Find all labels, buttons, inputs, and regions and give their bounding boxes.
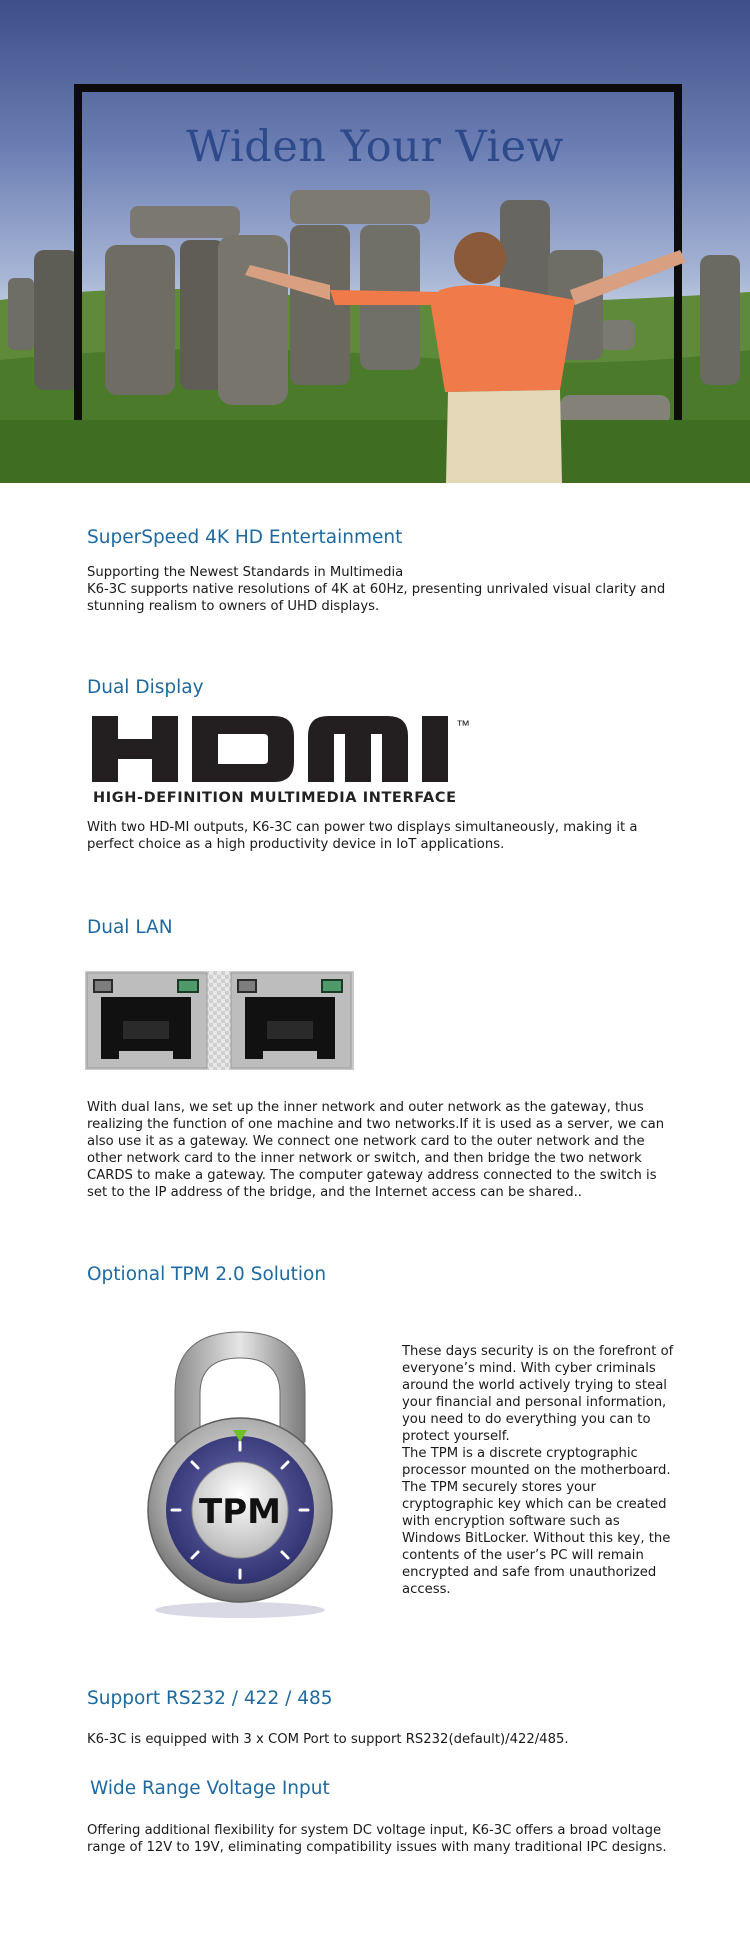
hero-illustration	[0, 0, 750, 483]
text-line: Windows BitLocker. Without this key, the	[402, 1531, 671, 1546]
hdmi-wordmark: HDMI	[88, 712, 91, 713]
text-line: processor mounted on the motherboard.	[402, 1463, 671, 1478]
text-line: Offering additional flexibility for system DC voltage input, K6-3C offers a broad voltage	[87, 1823, 662, 1838]
section-text-voltage	[87, 1822, 687, 1856]
text-line: contents of the user’s PC will remain	[402, 1548, 644, 1563]
text-line: With two HD-MI outputs, K6-3C can power two displays simultaneously, making it a	[87, 820, 638, 835]
text-line: Supporting the Newest Standards in Multimedia	[87, 565, 404, 580]
text-line: access.	[402, 1582, 451, 1597]
section-text-4k	[87, 564, 687, 615]
text-line: encrypted and safe from unauthorized	[402, 1565, 657, 1580]
section-heading-voltage: Wide Range Voltage Input	[90, 1778, 330, 1799]
text-line: with encryption software such as	[402, 1514, 620, 1529]
text-line: realizing the function of one machine and two networks.If it is used as a server, we can	[87, 1117, 665, 1132]
hero-banner	[0, 0, 750, 483]
text-line: everyone’s mind. With cyber criminals	[402, 1361, 656, 1376]
text-line: protect yourself.	[402, 1429, 510, 1444]
text-line: also use it as a gateway. We connect one network card to the outer network and the	[87, 1134, 645, 1149]
text-line: other network card to the inner network or switch, and then bridge the two network	[87, 1151, 642, 1166]
text-line: The TPM securely stores your	[402, 1480, 596, 1495]
section-heading-rs232: Support RS232 / 422 / 485	[87, 1688, 333, 1709]
text-line: CARDS to make a gateway. The computer gateway address connected to the switch is	[87, 1168, 657, 1183]
section-text-dual-display	[87, 819, 687, 853]
hdmi-logo-subtitle: HIGH-DEFINITION MULTIMEDIA INTERFACE	[93, 790, 457, 806]
hero-title: Widen Your View	[186, 122, 564, 172]
hdmi-trademark: ™	[456, 717, 470, 733]
text-line: These days security is on the forefront of	[402, 1344, 674, 1359]
section-heading-tpm: Optional TPM 2.0 Solution	[87, 1264, 327, 1285]
dual-lan-ports-image	[85, 971, 354, 1070]
text-line: range of 12V to 19V, eliminating compatibility issues with many traditional IPC designs.	[87, 1840, 667, 1855]
text-line: your financial and personal information,	[402, 1395, 667, 1410]
text-line: The TPM is a discrete cryptographic	[402, 1446, 638, 1461]
text-line: perfect choice as a high productivity device in IoT applications.	[87, 837, 505, 852]
section-heading-dual-display: Dual Display	[87, 677, 204, 698]
tpm-lock-icon	[130, 1322, 350, 1622]
text-line: K6-3C supports native resolutions of 4K at 60Hz, presenting unrivaled visual clarity and	[87, 582, 666, 597]
text-line: stunning realism to owners of UHD displays.	[87, 599, 380, 614]
text-line: K6-3C is equipped with 3 x COM Port to support RS232(default)/422/485.	[87, 1732, 569, 1747]
section-text-rs232	[87, 1731, 687, 1748]
tpm-lock-label: TPM	[199, 1492, 281, 1532]
section-text-tpm	[402, 1343, 685, 1598]
text-line: around the world actively trying to steal	[402, 1378, 667, 1393]
text-line: set to the IP address of the bridge, and the Internet access can be shared..	[87, 1185, 582, 1200]
text-line: cryptographic key which can be created	[402, 1497, 667, 1512]
text-line: With dual lans, we set up the inner network and outer network as the gateway, thus	[87, 1100, 644, 1115]
section-heading-dual-lan: Dual LAN	[87, 917, 173, 938]
section-text-dual-lan	[87, 1099, 687, 1201]
section-heading-4k: SuperSpeed 4K HD Entertainment	[87, 527, 403, 548]
text-line: you need to do everything you can to	[402, 1412, 651, 1427]
